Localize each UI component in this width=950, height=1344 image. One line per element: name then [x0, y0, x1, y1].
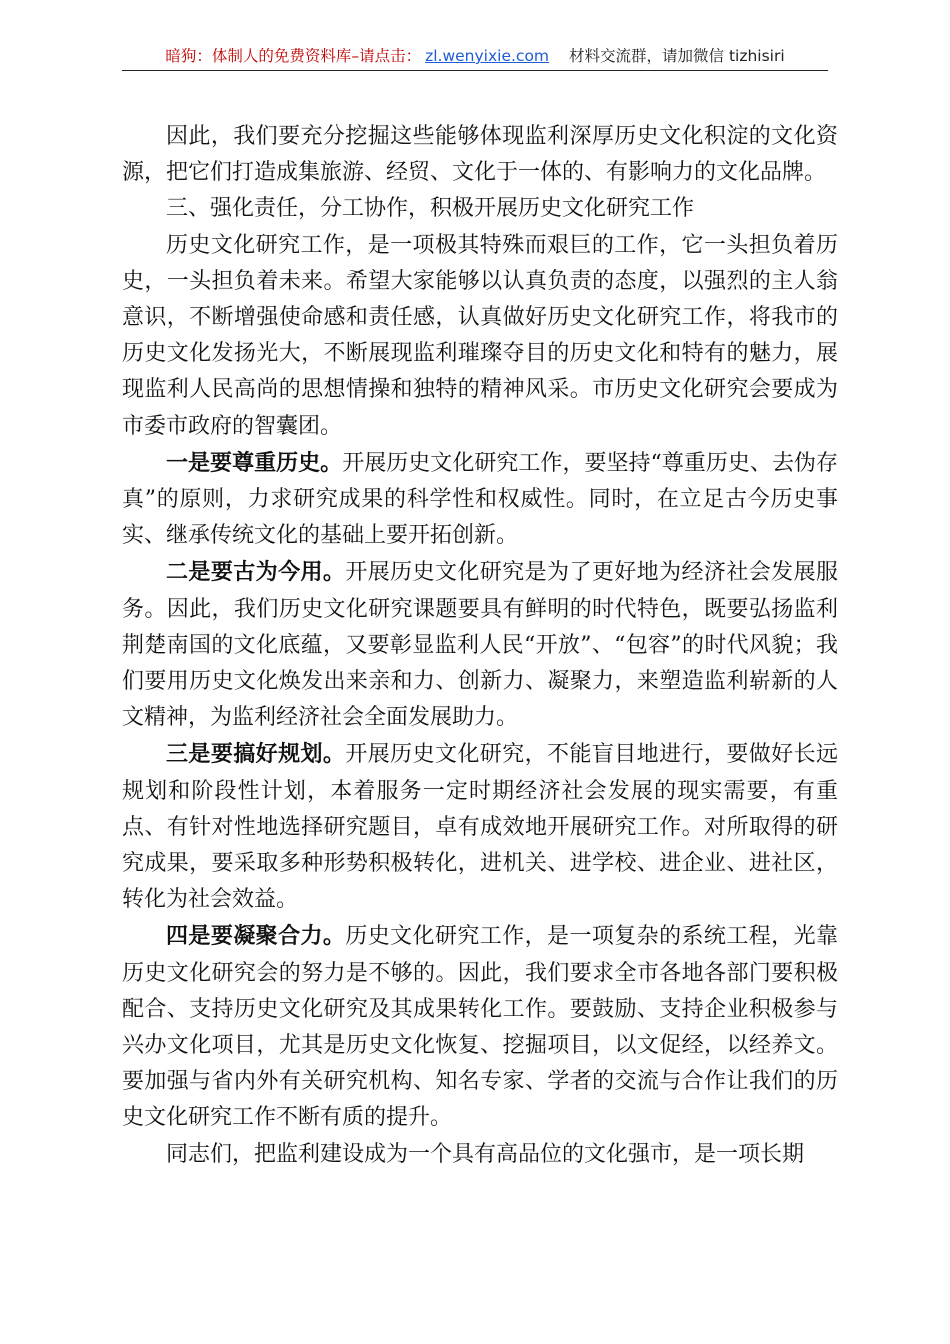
paragraph-closing: 同志们，把监利建设成为一个具有高品位的文化强市，是一项长期: [166, 1141, 805, 1167]
paragraph-past-for-present: 二是要古为今用。开展历史文化研究是为了更好地为经济社会发展服务。因此，我们历史文化研究课题要具有鲜明的时代特色，既要弘扬监利荆楚南国的文化底蕴，又要彰显监利人民“开放”、“包容”的时代风貌；我们要用历史文化焕发出来亲和力、创新力、凝聚力，来塑造监利崭新的人文精神，为监利经济社会全面发展助力。: [122, 559, 838, 731]
paragraph-planning: 三是要搞好规划。开展历史文化研究，不能盲目地进行，要做好长远规划和阶段性计划，本着服务一定时期经济社会发展的现实需要，有重点、有针对性地选择研究题目，卓有成效地开展研究工作。对所取得的研究成果，要采取多种形势积极转化，进机关、进学校、进企业、进社区，转化为社会效益。: [122, 741, 838, 913]
document-body: [122, 119, 838, 1173]
section-heading: 三、强化责任，分工协作，积极开展历史文化研究工作: [166, 196, 695, 222]
header-site-name: 暗狗：体制人的免费资料库: [165, 47, 352, 65]
bold-lead: 一是要尊重历史。: [166, 449, 343, 476]
bold-lead: 二是要古为今用。: [166, 559, 346, 586]
paragraph-1: 因此，我们要充分挖掘这些能够体现监利深厚历史文化积淀的文化资源，把它们打造成集旅游、经贸、文化于一体的、有影响力的文化品牌。: [122, 124, 838, 186]
header-divider: [122, 70, 828, 71]
header-link[interactable]: zl.wenyixie.com: [425, 47, 550, 65]
paragraph-synergy: 四是要凝聚合力。历史文化研究工作，是一项复杂的系统工程，光靠历史文化研究会的努力是不够的。因此，我们要求全市各地各部门要积极配合、支持历史文化研究及其成果转化工作。要鼓励、支持企业积极参与兴办文化项目，尤其是历史文化恢复、挖掘项目，以文促经，以经养文。要加强与省内外有关研究机构、知名专家、学者的交流与合作让我们的历史文化研究工作不断有质的提升。: [122, 923, 838, 1131]
paragraph-3: 历史文化研究工作，是一项极其特殊而艰巨的工作，它一头担负着历史，一头担负着未来。希望大家能够以认真负责的态度，以强烈的主人翁意识，不断增强使命感和责任感，认真做好历史文化研究工作，将我市的历史文化发扬光大，不断展现监利璀璨夺目的历史文化和特有的魅力，展现监利人民高尚的思想情操和独特的精神风采。市历史文化研究会要成为市委市政府的智囊团。: [122, 232, 838, 439]
header-wechat-note: 材料交流群，请加微信 tizhisiri: [569, 47, 785, 65]
page-header: [0, 44, 950, 66]
bold-lead: 四是要凝聚合力。: [166, 923, 346, 950]
header-prompt: –请点击：: [351, 47, 422, 65]
paragraph-respect-history: 一是要尊重历史。开展历史文化研究工作，要坚持“尊重历史、去伪存真”的原则，力求研究成果的科学性和权威性。同时，在立足古今历史事实、继承传统文化的基础上要开拓创新。: [122, 449, 838, 549]
bold-lead: 三是要搞好规划。: [166, 741, 346, 768]
